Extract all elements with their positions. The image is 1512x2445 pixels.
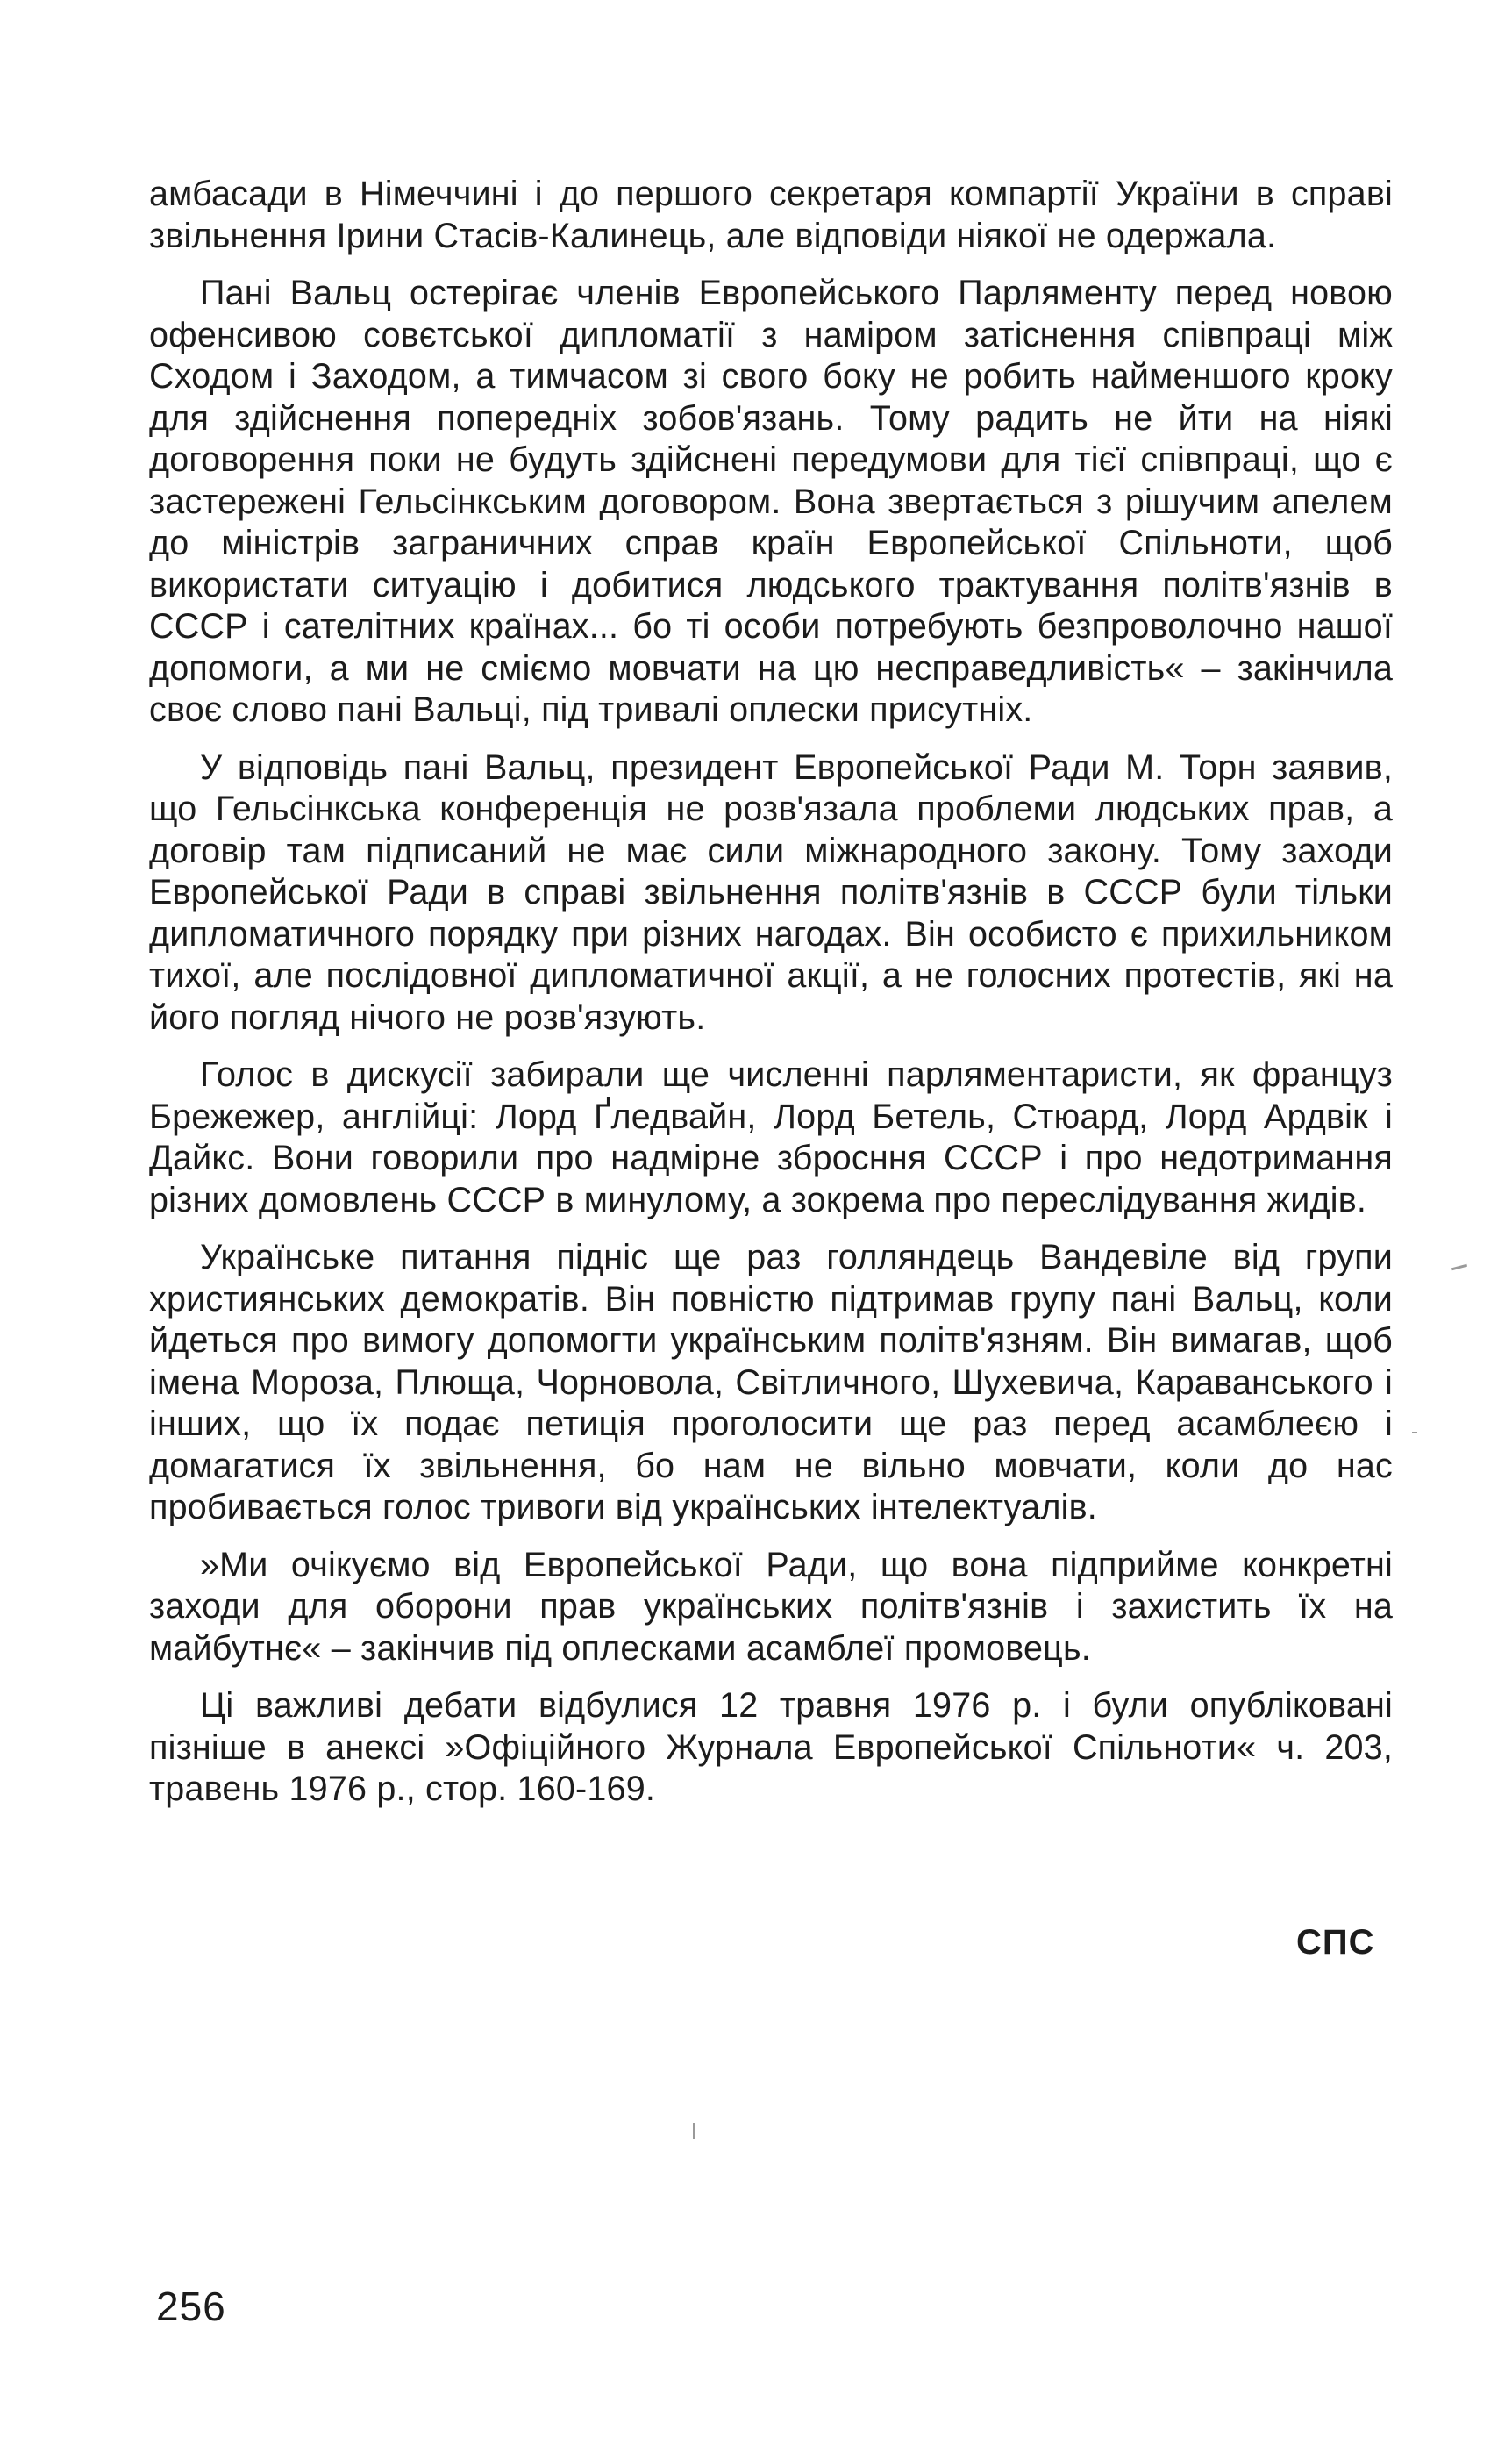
scan-speck <box>1451 1264 1467 1271</box>
paragraph: Голос в дискусії забирали ще численні парляментаристи, як француз Брежежер, англійці: Лорд Ґледвайн, Лорд Бетель, Стюард, Лорд Ардвік і Дайкс. Вони говорили про надмірне збросння СССР і про недотримання різних домовлень СССР в минулому, а зокрема про переслідування жидів. <box>149 1055 1393 1219</box>
scan-speck <box>1412 1432 1417 1433</box>
author-signature: СПС <box>1296 1923 1375 1962</box>
scan-speck <box>693 2123 695 2139</box>
paragraph: амбасади в Німеччині і до першого секретаря компартії України в справі звільнення Ірини Стасів-Калинець, але відповіди ніякої не одержала. <box>149 175 1393 255</box>
paragraph: Пані Вальц остерігає членів Европейського Парляменту перед новою офенсивою совєтської дипломатії з наміром затіснення співпраці між Сходом і Заходом, а тимчасом зі свого боку не робить найменшого кроку для здійснення попередніх зобов'язань. Тому радить не йти на ніякі договорення поки не будуть здійснені передумови для тієї співпраці, що є застережені Гельсінкським договором. Вона звертається з рішучим апелем до міністрів заграничних справ країн Европейської Спільноти, щоб використати ситуацію і добитися людського трактування політв'язнів в СССР і сателітних країнах... бо ті особи потребують безпроволочно нашої допомоги, а ми не сміємо мовчати на цю несправедливість« – закінчила своє слово пані Вальці, під тривалі оплески присутніх. <box>149 274 1393 729</box>
page-body <box>149 174 1393 1827</box>
paragraph: Ці важливі дебати відбулися 12 травня 1976 р. і були опубліковані пізніше в анексі »Офіційного Журнала Европейської Спільноти« ч. 203, травень 1976 р., стор. 160-169. <box>149 1686 1393 1808</box>
paragraph: »Ми очікуємо від Европейської Ради, що вона підприйме конкретні заходи для оборони прав українських політв'язнів і захистить їх на майбутнє« – закінчив під оплесками асамблеї промовець. <box>149 1545 1393 1668</box>
page-number: 256 <box>156 2284 226 2329</box>
paragraph: Українське питання підніс ще раз голляндець Вандевіле від групи християнських демократів. Він повністю підтримав групу пані Вальц, коли йдеться про вимогу допомогти українським політв'язням. Він вимагав, щоб імена Мороза, Плюща, Чорновола, Світличного, Шухевича, Караванського і інших, що їх подає петиція проголосити ще раз перед асамблеєю і домагатися їх звільнення, бо нам не вільно мовчати, коли до нас пробивається голос тривоги від українських інтелектуалів. <box>149 1238 1393 1526</box>
paragraph: У відповідь пані Вальц, президент Европейської Ради М. Торн заявив, що Гельсінкська конференція не розв'язала проблеми людських прав, а договір там підписаний не має сили міжнародного закону. Тому заходи Европейської Ради в справі звільнення політв'язнів в СССР були тільки дипломатичного порядку при різних нагодах. Він особисто є прихильником тихої, але послідовної дипломатичної акції, а не голосних протестів, які на його погляд нічого не розв'язують. <box>149 747 1393 1037</box>
